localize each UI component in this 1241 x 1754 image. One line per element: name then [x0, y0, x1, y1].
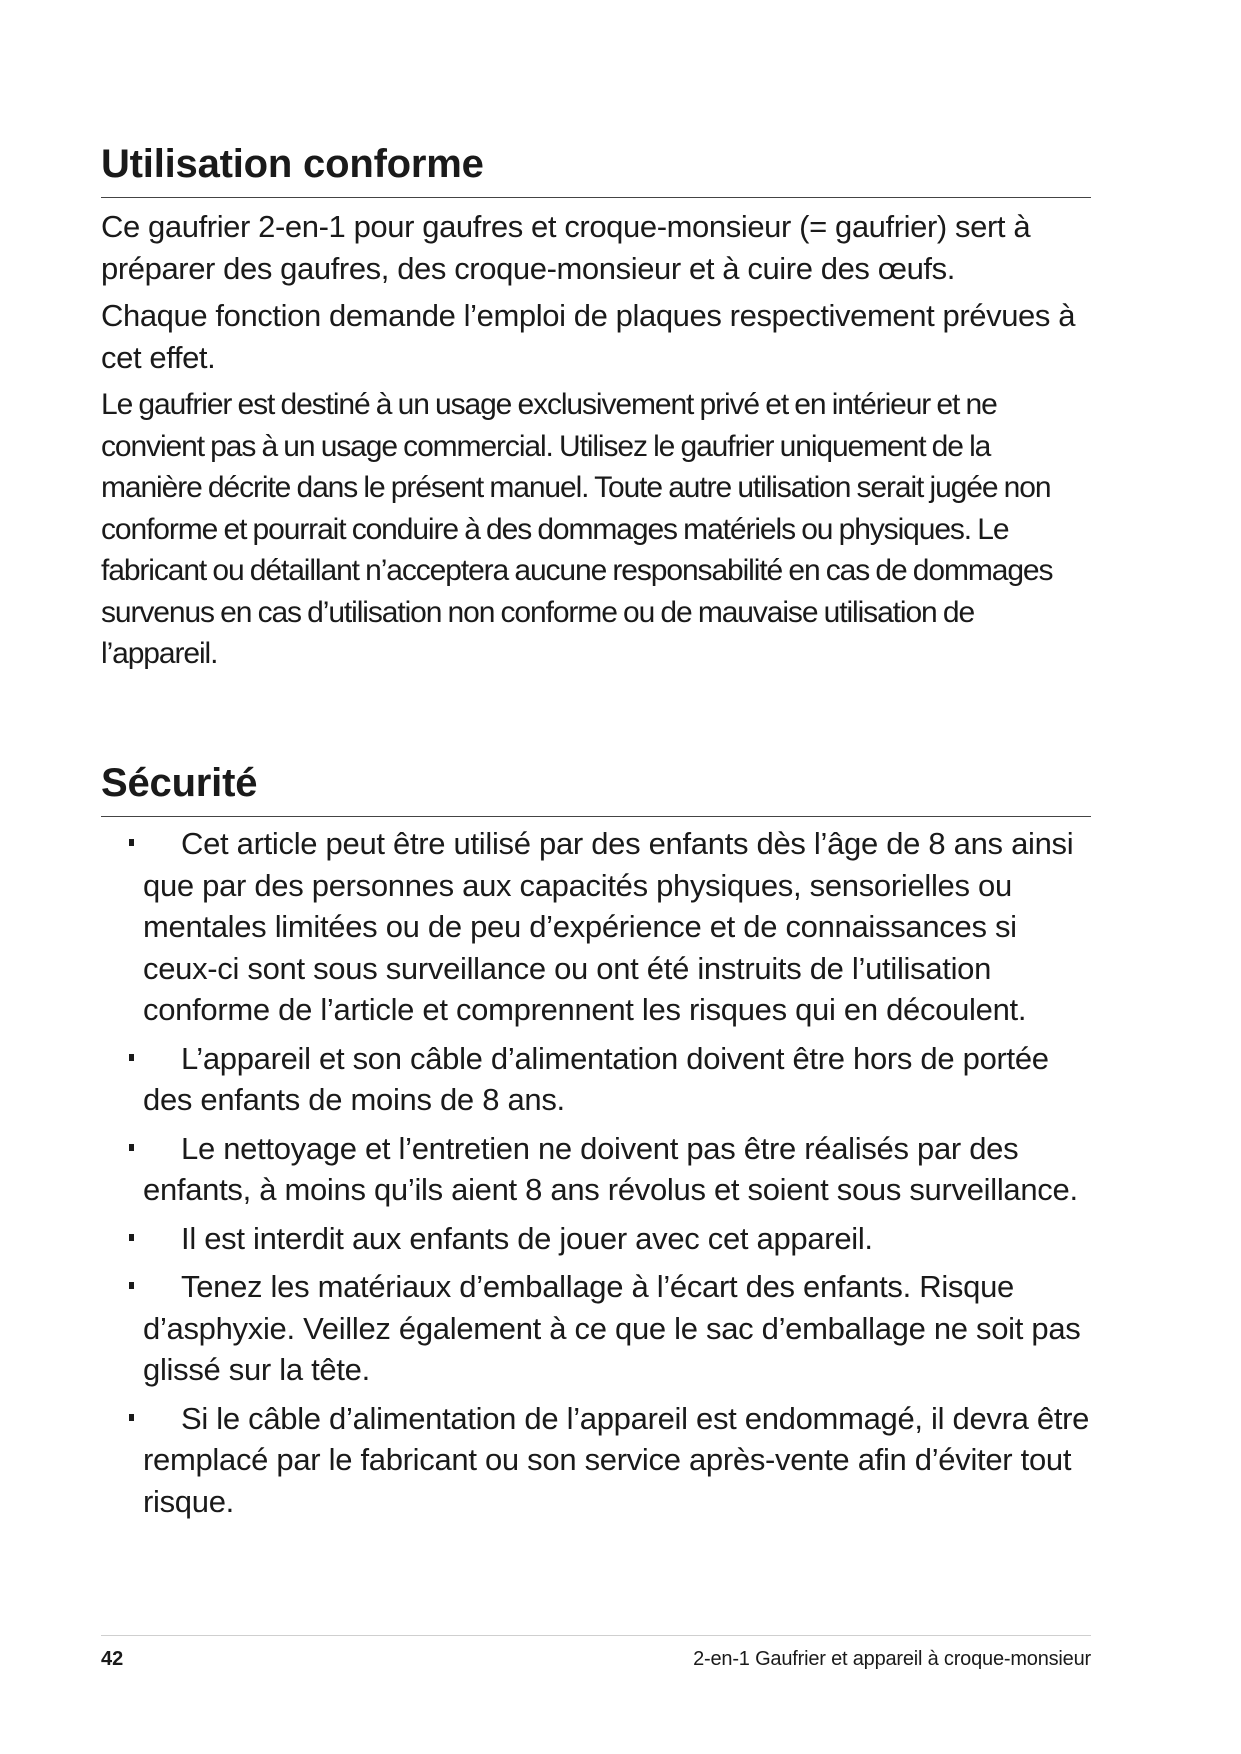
list-item-text: Cet article peut être utilisé par des enfants dès l’âge de 8 ans ainsi que par des personnes aux capacités physiques, sensorielles ou mentales limitées ou de peu d’expérience et de connaissances si ceux-ci sont sous surveillance ou ont été instruits de l’utilisation conforme de l’article et comprennent les risques qui en découlent.	[143, 826, 1074, 1027]
section-intended-use	[101, 137, 1091, 675]
list-item-text: Le nettoyage et l’entretien ne doivent pas être réalisés par des enfants, à moins qu’ils aient 8 ans révolus et soient sous surveillance.	[143, 1130, 1078, 1207]
list-item-text: Si le câble d’alimentation de l’appareil est endommagé, il devra être remplacé par le fabricant ou son service après-vente afin d’éviter tout risque.	[143, 1400, 1090, 1519]
paragraph: Ce gaufrier 2-en-1 pour gaufres et croque-monsieur (= gaufrier) sert à préparer des gaufres, des croque-monsieur et à cuire des œufs.	[101, 209, 1031, 286]
bullet-icon	[129, 1282, 134, 1289]
list-item	[101, 1038, 1091, 1121]
list-item-text: L’appareil et son câble d’alimentation doivent être hors de portée des enfants de moins de 8 ans.	[143, 1040, 1049, 1117]
list-item	[101, 1266, 1091, 1391]
page-number: 42	[101, 1648, 124, 1670]
bullet-icon	[129, 1414, 134, 1421]
bullet-icon	[129, 1234, 134, 1241]
bullet-icon	[129, 1054, 134, 1061]
list-item	[101, 1128, 1091, 1211]
bullet-icon	[129, 1144, 134, 1151]
list-item	[101, 1398, 1091, 1523]
section-safety	[101, 756, 1091, 1529]
list-item-text: Tenez les matériaux d’emballage à l’écart des enfants. Risque d’asphyxie. Veillez également à ce que le sac d’emballage ne soit pas glissé sur la tête.	[143, 1269, 1081, 1387]
paragraph: Le gaufrier est destiné à un usage exclusivement privé et en intérieur et ne convient pas à un usage commercial. Utilisez le gaufrier uniquement de la manière décrite dans le présent manuel. Toute autre utilisation serait jugée non conforme et pourrait conduire à des dommages matériels ou physiques. Le fabricant ou détaillant n’acceptera aucune responsabilité en cas de dommages survenus en cas d’utilisation non conforme ou de mauvaise utilisation de l’appareil.	[101, 388, 1053, 670]
footer-title: 2-en-1 Gaufrier et appareil à croque-monsieur	[693, 1648, 1091, 1670]
bullet-icon	[129, 839, 134, 846]
paragraph: Chaque fonction demande l’emploi de plaques respectivement prévues à cet effet.	[101, 298, 1076, 375]
list-item-text: Il est interdit aux enfants de jouer avec cet appareil.	[181, 1220, 873, 1256]
list-item	[101, 823, 1091, 1031]
list-item	[101, 1218, 1091, 1260]
section-heading-safety: Sécurité	[101, 756, 1091, 817]
footer-divider	[101, 1635, 1091, 1636]
safety-bullet-list	[101, 823, 1091, 1522]
section-heading-intended-use: Utilisation conforme	[101, 137, 1091, 198]
